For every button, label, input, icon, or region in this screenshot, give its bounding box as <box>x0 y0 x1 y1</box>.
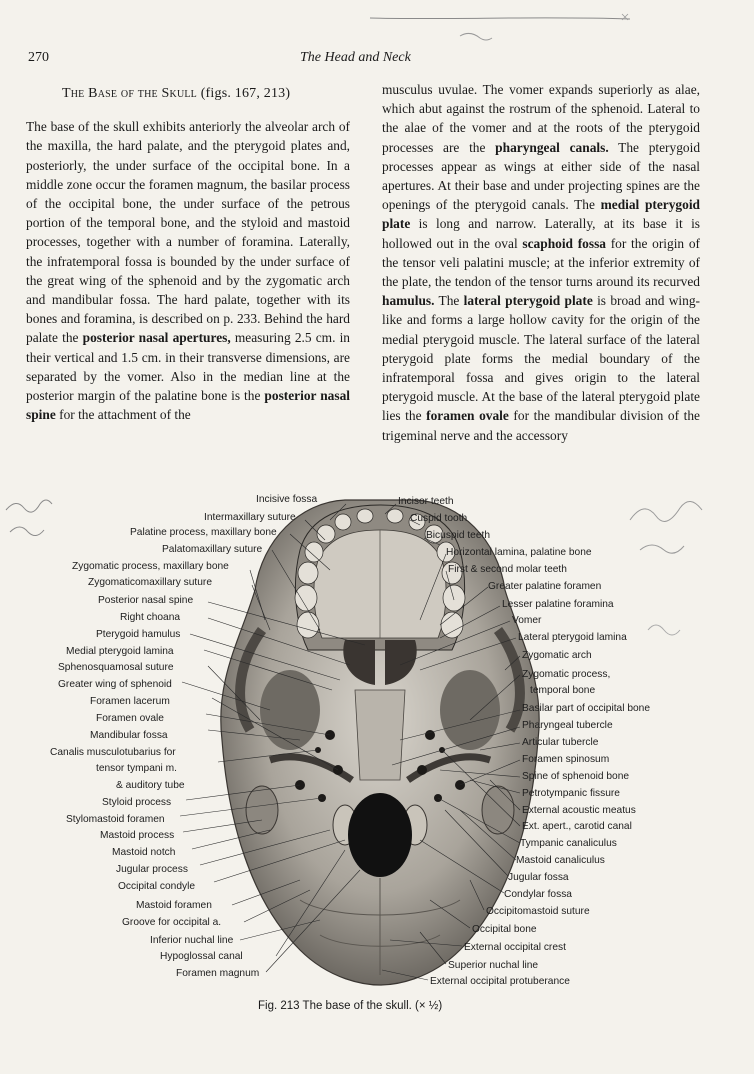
label-stylomastoid-foramen: Stylomastoid foramen <box>66 814 165 825</box>
label-hypoglossal-canal: Hypoglossal canal <box>160 951 243 962</box>
label-lateral-pterygoid-lamina: Lateral pterygoid lamina <box>518 632 627 643</box>
right-text-6: is broad and wing-like and forms a large hollow cavity for the origin of the medial pterygoid muscle. The lateral surface of the lateral pterygoid plate forms the medial boundary of the infratemporal fossa and gives origin to the lateral pterygoid muscle. At the base of the lateral pterygoid plate lies the <box>382 293 700 424</box>
label-styloid-process: Styloid process <box>102 797 172 808</box>
label-spine-of-sphenoid: Spine of sphenoid bone <box>522 771 630 782</box>
label-occipital-bone: Occipital bone <box>472 924 537 935</box>
label-mastoid-notch: Mastoid notch <box>112 847 176 858</box>
label-mastoid-process: Mastoid process <box>100 830 175 841</box>
pencil-scribble-top <box>360 6 650 46</box>
label-petrotympanic-fissure: Petrotympanic fissure <box>522 788 620 799</box>
figure-caption: Fig. 213 The base of the skull. (× ½) <box>258 1000 443 1012</box>
label-mandibular-fossa: Mandibular fossa <box>90 730 168 741</box>
label-groove-occipital-a: Groove for occipital a. <box>122 917 222 928</box>
label-zygomatic-arch: Zygomatic arch <box>522 650 592 661</box>
label-incisor-teeth: Incisor teeth <box>398 496 454 507</box>
label-zygomatic-process-maxillary: Zygomatic process, maxillary bone <box>72 561 229 572</box>
label-incisive-fossa: Incisive fossa <box>256 494 318 505</box>
label-foramen-ovale: Foramen ovale <box>96 713 164 724</box>
label-occipitomastoid-suture: Occipitomastoid suture <box>486 906 590 917</box>
left-text-3: for the attachment of the <box>55 407 191 423</box>
left-text-2: measuring 2.5 cm. in their vertical and 1.5 cm. in their transverse dimensions, are separated by the vomer. Also in the median line at the posterior margin of the palatine bone is the <box>26 330 351 404</box>
right-text-1: musculus uvulae. The vomer expands superiorly as alae, which abut against the rostrum of the sphenoid. Lateral to the alae of the vomer and at the roots of the pterygoid processes are the <box>382 82 700 155</box>
label-cuspid-tooth: Cuspid tooth <box>410 513 468 524</box>
label-pharyngeal-tubercle: Pharyngeal tubercle <box>522 720 613 731</box>
label-occipital-condyle: Occipital condyle <box>118 881 196 892</box>
label-palatine-process: Palatine process, maxillary bone <box>130 527 277 538</box>
right-text-7: for the mandibular division of the trigeminal nerve and the accessory <box>382 408 700 443</box>
label-jugular-fossa: Jugular fossa <box>508 872 569 883</box>
label-articular-tubercle: Articular tubercle <box>522 737 599 748</box>
label-horizontal-lamina: Horizontal lamina, palatine bone <box>446 547 592 558</box>
pencil-marginalia <box>0 480 754 680</box>
right-text-3: is long and narrow. Laterally, at its base it is hollowed out in the oval <box>382 216 700 251</box>
label-basilar-part-occipital: Basilar part of occipital bone <box>522 703 650 714</box>
label-posterior-nasal-spine: Posterior nasal spine <box>98 595 194 606</box>
label-bicuspid-teeth: Bicuspid teeth <box>426 530 490 541</box>
right-column <box>382 80 700 445</box>
left-column <box>26 84 350 424</box>
section-title-refs: (figs. 167, 213) <box>200 86 291 101</box>
right-paragraph <box>382 80 700 445</box>
term-pharyngeal-canals: pharyngeal canals. <box>495 139 609 155</box>
left-text-1: The base of the skull exhibits anteriorly the alveolar arch of the maxilla, the hard palate, and the pterygoid plates and, posteriorly, the under surface of the occipital bone. In a middle zone occur the foramen magnum, the basilar process of the occipital bone, the under surface of the petrous portion of the temporal bone, and the styloid and mastoid processes, together with a number of foramina. Laterally, the infratemporal fossa is bounded by the under surface of the great wing of the sphenoid and by the zygomatic arch and mandibular fossa. The hard palate, together with its bones and foramina, is described on p. 233. Behind the hard palate the <box>26 119 350 346</box>
term-posterior-nasal-spine: posterior nasal spine <box>26 388 350 423</box>
label-temporal-bone: temporal bone <box>530 685 596 696</box>
term-scaphoid-fossa: scaphoid fossa <box>522 235 606 251</box>
right-text-4: for the origin of the tensor veli palatini muscle; at the inferior extremity of the plate, the tendon of the tensor turns around its recurved <box>382 235 700 290</box>
label-medial-pterygoid-lamina: Medial pterygoid lamina <box>66 646 174 657</box>
label-jugular-process: Jugular process <box>116 864 188 875</box>
label-sphenosquamosal-suture: Sphenosquamosal suture <box>58 662 174 673</box>
label-palatomaxillary-suture: Palatomaxillary suture <box>162 544 263 555</box>
label-external-occipital-protuberance: External occipital protuberance <box>430 976 570 987</box>
label-canalis-musculotubarius: Canalis musculotubarius for <box>50 747 176 758</box>
label-carotid-canal: Ext. apert., carotid canal <box>522 821 632 832</box>
label-inferior-nuchal-line: Inferior nuchal line <box>150 935 234 946</box>
label-molar-teeth: First & second molar teeth <box>448 564 567 575</box>
page-number: 270 <box>28 50 49 65</box>
label-greater-palatine-foramen: Greater palatine foramen <box>488 581 602 592</box>
running-title: The Head and Neck <box>300 50 411 65</box>
term-posterior-nasal-apertures: posterior nasal apertures, <box>82 330 231 346</box>
term-lateral-pterygoid-plate: lateral pterygoid plate <box>463 293 593 309</box>
label-mastoid-foramen: Mastoid foramen <box>136 900 212 911</box>
label-external-acoustic-meatus: External acoustic meatus <box>522 805 636 816</box>
label-intermaxillary-suture: Intermaxillary suture <box>204 512 296 523</box>
label-mastoid-canaliculus: Mastoid canaliculus <box>516 855 605 866</box>
label-zygomatic-process-temporal: Zygomatic process, <box>522 669 611 680</box>
label-condylar-fossa: Condylar fossa <box>504 889 572 900</box>
label-foramen-lacerum: Foramen lacerum <box>90 696 170 707</box>
label-auditory-tube: & auditory tube <box>116 780 185 791</box>
right-text-5: The <box>434 293 464 309</box>
label-right-choana: Right choana <box>120 612 181 623</box>
term-medial-pterygoid-plate: medial pterygoid plate <box>382 197 700 232</box>
label-foramen-magnum: Foramen magnum <box>176 968 260 979</box>
label-external-occipital-crest: External occipital crest <box>464 942 566 953</box>
label-zygomaticomaxillary-suture: Zygomaticomaxillary suture <box>88 577 212 588</box>
label-pterygoid-hamulus: Pterygoid hamulus <box>96 629 181 640</box>
term-foramen-ovale: foramen ovale <box>426 408 509 424</box>
label-tensor-tympani: tensor tympani m. <box>96 763 177 774</box>
label-superior-nuchal-line: Superior nuchal line <box>448 960 539 971</box>
right-text-2: The pterygoid processes appear as wings at either side of the nasal apertures. At their base and under projecting spines are the openings of the pterygoid canals. The <box>382 139 701 213</box>
label-greater-wing-sphenoid: Greater wing of sphenoid <box>58 679 172 690</box>
term-hamulus: hamulus. <box>382 293 435 309</box>
label-vomer: Vomer <box>512 615 542 626</box>
section-title <box>62 84 350 103</box>
label-tympanic-canaliculus: Tympanic canaliculus <box>520 838 617 849</box>
section-title-text: The Base of the Skull <box>62 86 197 101</box>
left-paragraph <box>26 117 350 424</box>
label-lesser-palatine-foramina: Lesser palatine foramina <box>502 599 614 610</box>
label-foramen-spinosum: Foramen spinosum <box>522 754 610 765</box>
